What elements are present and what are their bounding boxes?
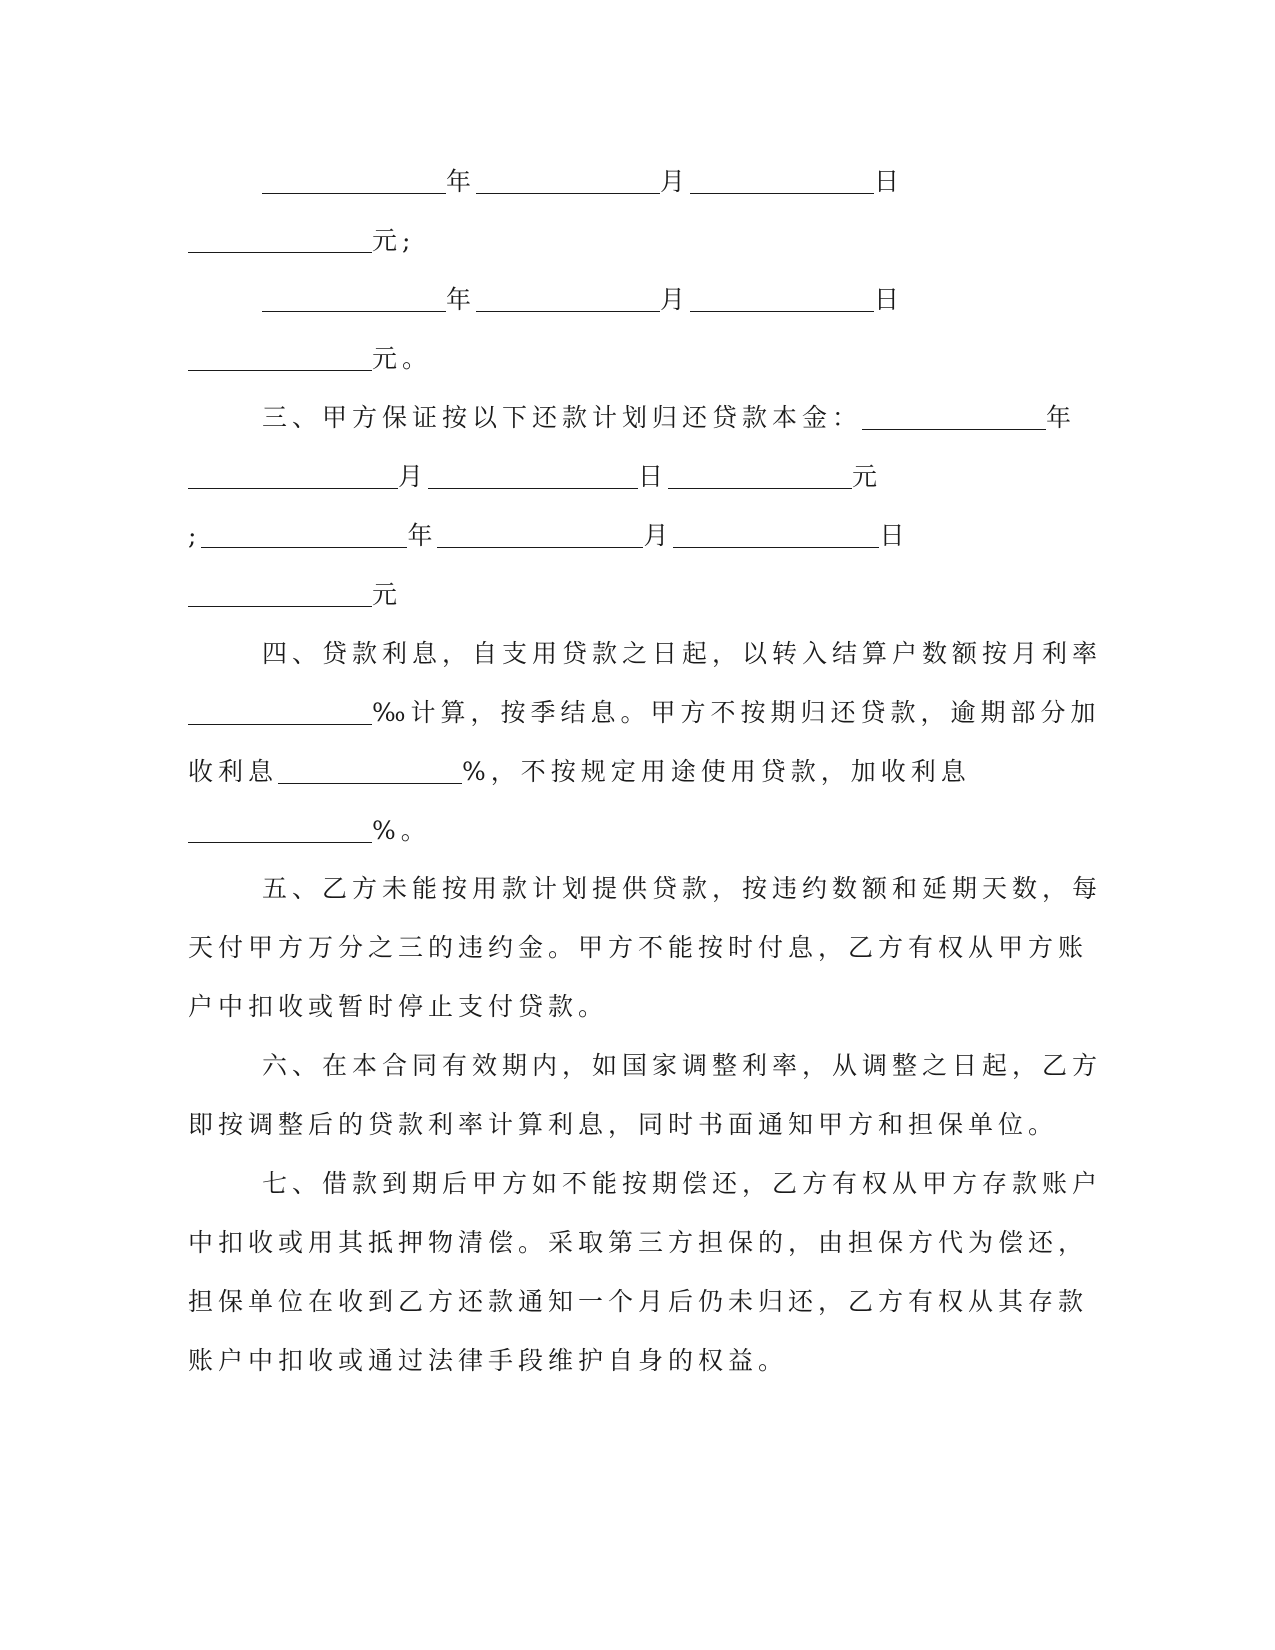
monthly-rate-blank[interactable] <box>188 694 372 725</box>
clause-6-line-1: 六、在本合同有效期内，如国家调整利率，从调整之日起，乙方 <box>262 1051 1103 1080</box>
day-blank[interactable] <box>428 458 638 489</box>
clause-7-line-4: 账户中扣收或通过法律手段维护自身的权益。 <box>188 1346 789 1375</box>
amount-blank[interactable] <box>188 576 372 607</box>
year-label: 年 <box>446 285 477 314</box>
clause-5-line-2: 天付甲方万分之三的违约金。甲方不能按时付息，乙方有权从甲方账 <box>188 933 1089 962</box>
clause-5-line-3: 户中扣收或暂时停止支付贷款。 <box>188 992 609 1021</box>
misuse-rate-blank[interactable] <box>188 812 372 843</box>
year-blank[interactable] <box>201 517 407 548</box>
clause-4-line-1: 四、贷款利息，自支用贷款之日起，以转入结算户数额按月利率 <box>262 639 1103 668</box>
amount-unit: 元。 <box>372 344 433 373</box>
year-label: 年 <box>1046 403 1077 432</box>
clause-7-line-2: 中扣收或用其抵押物清偿。采取第三方担保的，由担保方代为偿还， <box>188 1228 1089 1257</box>
amount-blank[interactable] <box>188 222 372 253</box>
schedule-row-3 <box>262 280 1162 320</box>
clause-3-line-1 <box>262 398 1162 438</box>
year-label: 年 <box>407 521 438 550</box>
amount-unit: 元 <box>372 580 403 609</box>
year-blank[interactable] <box>862 399 1046 430</box>
clause-3-line-4 <box>188 575 1088 615</box>
month-label: 月 <box>643 521 674 550</box>
amount-unit: 元; <box>372 226 416 255</box>
year-blank[interactable] <box>262 163 446 194</box>
year-label: 年 <box>446 167 477 196</box>
clause-4-line-3 <box>188 752 1088 792</box>
schedule-row-4 <box>188 339 1088 379</box>
clause-4-line-2-text: ‰计算，按季结息。甲方不按期归还贷款，逾期部分加 <box>372 698 1101 727</box>
clause-3-line-3 <box>188 516 1088 556</box>
amount-blank[interactable] <box>188 340 372 371</box>
month-label: 月 <box>660 167 691 196</box>
year-blank[interactable] <box>262 281 446 312</box>
month-blank[interactable] <box>476 281 660 312</box>
clause-4-line-3-text: %，不按规定用途使用贷款，加收利息 <box>462 757 971 786</box>
month-blank[interactable] <box>476 163 660 194</box>
clause-3-intro: 三、甲方保证按以下还款计划归还贷款本金： <box>262 403 863 432</box>
clause-7-line-1: 七、借款到期后甲方如不能按期偿还，乙方有权从甲方存款账户 <box>262 1169 1103 1198</box>
clause-6-line-2: 即按调整后的贷款利率计算利息，同时书面通知甲方和担保单位。 <box>188 1110 1059 1139</box>
clause-4-line-2 <box>188 693 1101 733</box>
day-blank[interactable] <box>690 281 874 312</box>
amount-unit: 元 <box>852 462 883 491</box>
month-label: 月 <box>660 285 691 314</box>
separator: ; <box>188 521 202 550</box>
clause-4-line-3-prefix: 收利息 <box>188 757 279 786</box>
day-label: 日 <box>874 285 905 314</box>
month-blank[interactable] <box>188 458 398 489</box>
month-blank[interactable] <box>437 517 643 548</box>
day-blank[interactable] <box>690 163 874 194</box>
month-label: 月 <box>398 462 429 491</box>
schedule-row-1 <box>262 162 1162 202</box>
day-label: 日 <box>879 521 910 550</box>
clause-3-line-2 <box>188 457 1088 497</box>
clause-5-line-1: 五、乙方未能按用款计划提供贷款，按违约数额和延期天数，每 <box>262 874 1103 903</box>
schedule-row-2 <box>188 221 1088 261</box>
clause-4-line-4-text: %。 <box>372 816 431 845</box>
day-label: 日 <box>874 167 905 196</box>
amount-blank[interactable] <box>668 458 852 489</box>
overdue-rate-blank[interactable] <box>278 753 462 784</box>
day-blank[interactable] <box>673 517 879 548</box>
day-label: 日 <box>638 462 669 491</box>
clause-7-line-3: 担保单位在收到乙方还款通知一个月后仍未归还，乙方有权从其存款 <box>188 1287 1089 1316</box>
clause-4-line-4 <box>188 811 1088 851</box>
